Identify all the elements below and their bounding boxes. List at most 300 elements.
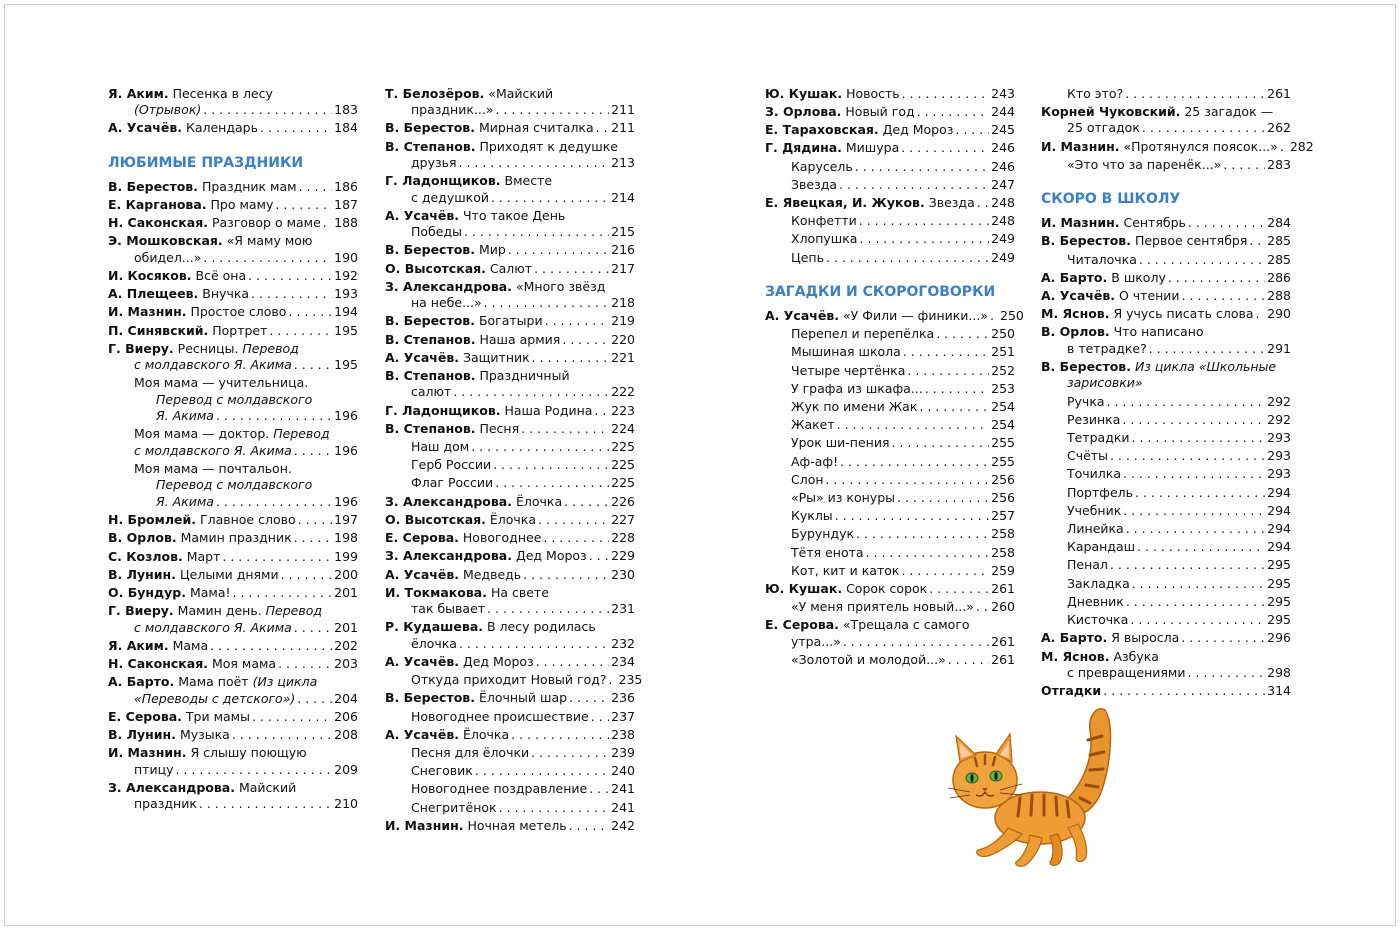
page-number: 285 [1267, 233, 1291, 249]
toc-subentry [765, 159, 1015, 175]
entry-author: Ю. Кушак. [765, 85, 843, 101]
entry-author: И. Мазнин. [1041, 215, 1120, 231]
page-number: 201 [334, 619, 358, 635]
entry-text [411, 763, 473, 779]
entry-text [765, 122, 953, 138]
toc-subentry [765, 213, 1015, 229]
entry-title: Про маму [210, 197, 274, 213]
toc-subentry [385, 475, 635, 491]
entry-title: Тётя енота [791, 544, 864, 560]
dot-leader [491, 190, 609, 206]
entry-title: Ёлочка [489, 511, 537, 527]
entry-title: Новогоднее [462, 530, 542, 546]
entry-text [385, 585, 549, 601]
dot-leader [175, 762, 332, 778]
page-number: 298 [1267, 664, 1291, 680]
toc-subentry [765, 563, 1015, 579]
entry-title: Дед Мороз [515, 548, 587, 564]
dot-leader [298, 512, 333, 528]
entry-text [411, 709, 589, 725]
page-number: 250 [991, 326, 1015, 342]
dot-leader [1107, 394, 1266, 410]
entry-title: утра...» [791, 633, 841, 649]
entry-text [1041, 630, 1179, 646]
entry-author: А. Барто. [1041, 269, 1108, 285]
dot-leader [901, 140, 989, 156]
entry-text [1067, 412, 1120, 428]
dot-leader [936, 326, 989, 342]
dot-leader [532, 350, 609, 366]
page-number: 200 [334, 566, 358, 582]
entry-text [791, 381, 923, 397]
page-number: 293 [1267, 466, 1291, 482]
dot-leader [269, 323, 332, 339]
entry-title: «Это что за паренёк...» [1067, 156, 1222, 172]
page-number: 239 [611, 744, 635, 760]
entry-author: В. Орлов. [108, 530, 177, 546]
entry-text [108, 120, 258, 136]
entry-title: У графа из шкафа... [791, 380, 923, 396]
page-number: 235 [618, 672, 643, 688]
entry-title: Карусель [791, 158, 853, 174]
entry-text [1067, 375, 1143, 391]
entry-title: Куклы [791, 508, 833, 524]
dot-leader [1132, 576, 1265, 592]
toc-entry [765, 140, 1015, 156]
entry-title: Наша Родина [504, 402, 593, 418]
entry-title: Аф-аф! [791, 453, 839, 469]
page-number: 247 [991, 176, 1015, 192]
entry-text [411, 224, 462, 240]
page-number: 254 [991, 399, 1015, 415]
toc-subentry [765, 177, 1015, 193]
toc-entry [385, 332, 635, 348]
entry-author: С. Козлов. [108, 548, 183, 564]
entry-text [108, 656, 276, 672]
page-number: 257 [991, 508, 1015, 524]
entry-title: О чтении [1118, 288, 1180, 304]
entry-text [411, 457, 491, 473]
entry-title: «У меня приятель новый...» [791, 599, 974, 615]
entry-text [411, 745, 529, 761]
toc-entry [1041, 649, 1291, 665]
page-number: 261 [991, 633, 1015, 649]
toc-subentry [108, 461, 358, 477]
dot-leader [1123, 503, 1265, 519]
entry-text [411, 475, 493, 491]
entry-text [1067, 157, 1221, 173]
dot-leader [591, 709, 609, 725]
entry-title: Хлопушка [791, 231, 858, 247]
dot-leader [203, 250, 332, 266]
page-number: 254 [991, 417, 1015, 433]
dot-leader [855, 159, 989, 175]
page-number: 215 [611, 224, 635, 240]
entry-title: Я учусь писать слова [1113, 306, 1254, 322]
toc-subentry [385, 763, 635, 779]
page-number: 209 [334, 761, 358, 777]
dot-leader [216, 494, 332, 510]
toc-entry [108, 86, 358, 102]
page-number: 236 [611, 690, 635, 706]
toc-continuation [385, 155, 635, 171]
toc-entry [385, 368, 635, 384]
toc-entry [385, 173, 635, 189]
toc-continuation [108, 494, 358, 510]
entry-text [385, 368, 570, 384]
entry-title: «Много звёзд [515, 278, 606, 294]
dot-leader [1110, 557, 1265, 573]
entry-text [765, 140, 899, 156]
entry-title: Разговор о маме [211, 215, 321, 231]
toc-continuation [1041, 375, 1291, 391]
entry-author: Е. Явецкая, И. Жуков. [765, 195, 925, 211]
toc-entry [108, 323, 358, 339]
entry-title: на небе...» [411, 295, 482, 311]
page-number: 214 [611, 189, 635, 205]
entry-text [765, 86, 900, 102]
entry-title: Календарь [185, 120, 258, 136]
dot-leader [294, 443, 332, 459]
page-number: 261 [991, 581, 1015, 597]
entry-text [108, 512, 296, 528]
entry-title: Мама поёт [178, 674, 249, 690]
entry-author: Е. Серова. [765, 617, 839, 633]
toc-entry [108, 709, 358, 725]
entry-author: В. Степанов. [385, 420, 476, 436]
entry-text [385, 313, 543, 329]
dot-leader [210, 638, 332, 654]
toc-entry [385, 242, 635, 258]
page-number: 240 [611, 763, 635, 779]
entry-text [385, 548, 587, 564]
entry-author: А. Усачёв. [108, 120, 182, 136]
entry-text [385, 818, 567, 834]
dot-leader [1249, 233, 1265, 249]
entry-author: В. Лунин. [108, 566, 176, 582]
page-number: 186 [334, 178, 358, 194]
toc-column-2 [385, 84, 643, 834]
dot-leader [569, 690, 609, 706]
entry-title-italic: Из цикла «Школьные [1134, 359, 1277, 375]
dot-leader [216, 408, 332, 424]
entry-text [385, 690, 567, 706]
entry-text [1041, 233, 1247, 249]
dot-leader [1126, 594, 1265, 610]
toc-entry [385, 86, 635, 102]
entry-text [1067, 120, 1140, 136]
entry-author: А. Усачёв. [385, 653, 459, 669]
dot-leader [545, 313, 610, 329]
toc-continuation [108, 392, 358, 408]
entry-author: Г. Виеру. [108, 603, 174, 619]
dot-leader [248, 268, 332, 284]
entry-text [385, 421, 519, 437]
page-number: 225 [611, 457, 635, 473]
toc-continuation [108, 796, 358, 812]
entry-text [1041, 306, 1254, 322]
entry-title: Что такое День [462, 207, 566, 223]
toc-entry [108, 304, 358, 320]
page-number: 288 [1267, 288, 1291, 304]
page-number: 188 [334, 215, 358, 231]
page-number: 246 [991, 140, 1015, 156]
entry-text [108, 674, 317, 690]
entry-title: Сорок сорок [846, 581, 928, 597]
entry-text [765, 581, 927, 597]
entry-author: А. Плещеев. [108, 286, 199, 302]
entry-title: Главное слово [199, 512, 296, 528]
entry-text [1041, 649, 1159, 665]
entry-author: Э. Мошковская. [108, 233, 223, 249]
entry-text [1041, 288, 1180, 304]
entry-text [791, 250, 824, 266]
entry-text [791, 326, 934, 342]
dot-leader [1126, 521, 1265, 537]
entry-title: В школу [1111, 269, 1166, 285]
entry-title: Победы [411, 224, 462, 240]
entry-author: И. Токмакова. [385, 584, 487, 600]
entry-title: Откуда приходит Новый год? [411, 672, 607, 688]
entry-title: Жук по имени Жак [791, 399, 918, 415]
entry-title: Мышиная школа [791, 344, 901, 360]
entry-title: Богатыри [478, 313, 543, 329]
entry-author: В. Лунин. [108, 726, 176, 742]
toc-continuation [765, 634, 1015, 650]
page-number: 256 [991, 490, 1015, 506]
page-number: 232 [611, 635, 635, 651]
toc-subentry [1041, 576, 1291, 592]
entry-author: Н. Саконская. [108, 655, 208, 671]
entry-author: Е. Серова. [385, 530, 459, 546]
entry-text [411, 102, 493, 118]
entry-author: И. Мазнин. [108, 304, 187, 320]
toc-continuation [385, 190, 635, 206]
page-number: 225 [611, 475, 635, 491]
entry-text [385, 403, 592, 419]
page-number: 231 [611, 601, 635, 617]
dot-leader [955, 122, 989, 138]
entry-text [385, 261, 532, 277]
entry-author: В. Берестов. [385, 120, 475, 136]
entry-title: Перевод с молдавского [156, 391, 313, 407]
entry-author: О. Высотская. [385, 511, 486, 527]
toc-subentry [765, 326, 1015, 342]
entry-text [791, 417, 835, 433]
toc-subentry [765, 399, 1015, 415]
toc-subentry [385, 709, 635, 725]
entry-author: Т. Белозёров. [385, 85, 485, 101]
dot-leader [521, 421, 609, 437]
entry-text [156, 494, 214, 510]
page-number: 244 [991, 104, 1015, 119]
toc-entry [385, 512, 635, 528]
entry-text [791, 472, 824, 488]
entry-title-italic: Перевод [242, 340, 299, 356]
toc-entry [385, 421, 635, 437]
entry-text [791, 526, 854, 542]
entry-text [134, 620, 292, 636]
page-number: 245 [991, 122, 1015, 138]
entry-title: Медведь [462, 566, 522, 582]
dot-leader [902, 86, 989, 102]
entry-text [108, 709, 250, 725]
toc-entry [765, 195, 1015, 211]
toc-entry [385, 585, 635, 601]
toc-entry [108, 530, 358, 546]
dot-leader [901, 563, 989, 579]
entry-text [791, 545, 864, 561]
dot-leader [297, 691, 332, 707]
toc-entry [385, 139, 635, 155]
entry-text [411, 672, 607, 688]
toc-subentry [765, 454, 1015, 470]
toc-continuation [1041, 341, 1291, 357]
toc-continuation [108, 620, 358, 636]
entry-text [134, 443, 292, 459]
entry-author: В. Степанов. [385, 138, 476, 154]
toc-subentry [1041, 503, 1291, 519]
entry-title: Новогоднее происшествие [411, 708, 589, 724]
entry-text [411, 155, 457, 171]
kitten-illustration [930, 700, 1120, 870]
entry-title: Простое слово [190, 304, 287, 320]
toc-entry [385, 818, 635, 834]
entry-text [1067, 394, 1105, 410]
toc-subentry [1041, 252, 1291, 268]
dot-leader [919, 399, 989, 415]
toc-subentry [1041, 430, 1291, 446]
dot-leader [1187, 665, 1265, 681]
entry-text [108, 727, 230, 743]
toc-subentry [385, 800, 635, 816]
toc-subentry [1041, 612, 1291, 628]
entry-title: зарисовки» [1067, 375, 1143, 391]
toc-entry [765, 122, 1015, 138]
toc-subentry [765, 381, 1015, 397]
entry-text [1067, 485, 1133, 501]
page-number: 203 [334, 655, 358, 671]
dot-leader [1188, 215, 1265, 231]
entry-text [108, 197, 273, 213]
entry-author: О. Высотская. [385, 260, 486, 276]
dot-leader [487, 601, 609, 617]
dot-leader [222, 549, 332, 565]
dot-leader [299, 179, 333, 195]
entry-title: Тетрадки [1067, 430, 1130, 446]
toc-subentry [385, 457, 635, 473]
entry-text [385, 86, 553, 102]
page-number: 249 [991, 249, 1015, 265]
page-number: 213 [611, 155, 635, 171]
toc-continuation [385, 601, 635, 617]
dot-leader [1182, 288, 1266, 304]
toc-entry [108, 567, 358, 583]
entry-title: 25 загадок — [1184, 104, 1274, 119]
entry-title: Кто это? [1067, 85, 1124, 101]
entry-title: Ночная метель [467, 817, 567, 833]
dot-leader [493, 457, 609, 473]
page-number: 194 [334, 304, 358, 320]
page-number: 249 [991, 231, 1015, 247]
entry-title: Наш дом [411, 439, 470, 455]
toc-subentry [1041, 539, 1291, 555]
dot-leader [1123, 466, 1265, 482]
entry-author: А. Усачёв. [385, 349, 459, 365]
dot-leader [569, 818, 609, 834]
entry-title: Учебник [1067, 502, 1122, 518]
entry-text [1067, 341, 1147, 357]
entry-title: Внучка [202, 286, 250, 302]
entry-text [791, 435, 889, 451]
dot-leader [589, 548, 609, 564]
entry-text [108, 286, 249, 302]
entry-title: Точилка [1067, 466, 1121, 482]
page-number: 293 [1267, 430, 1291, 446]
toc-entry [108, 638, 358, 654]
entry-title: «Ры» из конуры [791, 490, 895, 506]
entry-text [765, 308, 988, 324]
toc-continuation [1041, 120, 1291, 136]
entry-text [1041, 215, 1186, 231]
entry-title: так бывает [411, 601, 486, 617]
page-number: 241 [611, 799, 635, 815]
toc-entry [1041, 306, 1291, 322]
toc-entry [108, 727, 358, 743]
dot-leader [1103, 683, 1265, 699]
entry-title: Всё она [195, 268, 247, 284]
toc-subentry [765, 545, 1015, 561]
page-number: 242 [611, 817, 635, 833]
dot-leader [840, 454, 989, 470]
dot-leader [484, 295, 610, 311]
entry-author: О. Бундур. [108, 584, 186, 600]
dot-leader [275, 197, 332, 213]
dot-leader [1135, 485, 1265, 501]
entry-title: Мамин день. [177, 603, 262, 619]
entry-text [134, 102, 201, 118]
dot-leader [459, 636, 609, 652]
entry-text [108, 179, 297, 195]
entry-title: Защитник [462, 349, 530, 365]
dot-leader [917, 104, 990, 120]
toc-entry [765, 617, 1015, 633]
entry-text [765, 195, 975, 211]
dot-leader [609, 672, 617, 688]
entry-title: Снеговик [411, 763, 473, 779]
page-number: 230 [611, 566, 635, 582]
dot-leader [839, 177, 989, 193]
toc-continuation [108, 250, 358, 266]
entry-author: Отгадки [1041, 683, 1102, 699]
entry-text [1041, 104, 1273, 120]
entry-title: «Золотой и молодой...» [791, 652, 946, 668]
entry-author: В. Берестов. [1041, 359, 1131, 375]
toc-subentry [1041, 466, 1291, 482]
entry-text [411, 800, 497, 816]
entry-text [791, 634, 841, 650]
entry-title: Портрет [212, 322, 268, 338]
toc-subentry [1041, 448, 1291, 464]
dot-leader [523, 567, 609, 583]
entry-title: ёлочка [411, 635, 457, 651]
entry-author: З. Орлова. [765, 104, 842, 119]
toc-subentry [385, 439, 635, 455]
toc-entry [385, 494, 635, 510]
toc-continuation [108, 408, 358, 424]
page-number: 226 [611, 493, 635, 509]
toc-entry [108, 603, 358, 619]
